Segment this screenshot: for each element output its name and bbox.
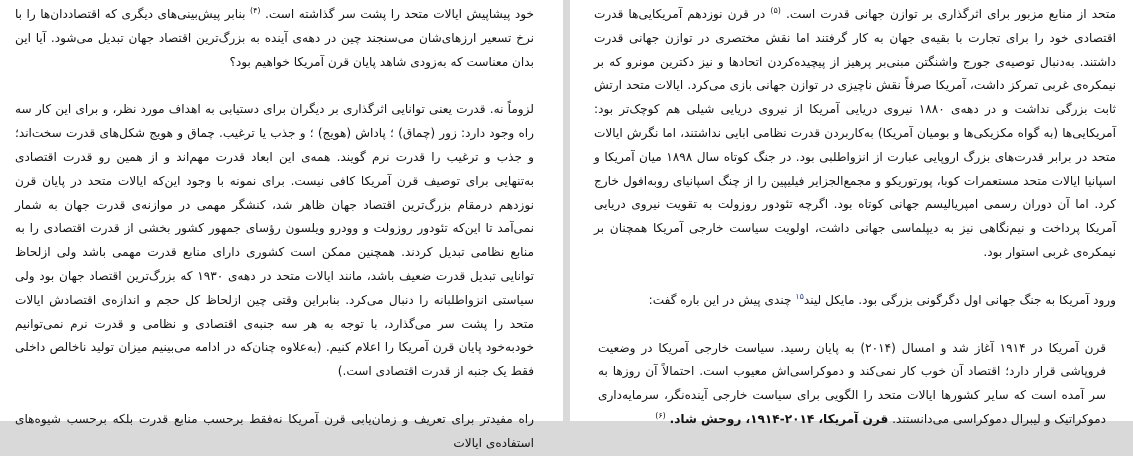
right-paragraph-2-text: ورود آمریکا به جنگ جهانی اول دگرگونی بزرگی بود. مایکل لیند	[803, 292, 1116, 307]
right-page	[570, 0, 1133, 426]
citation-ref-4: (۴)	[250, 5, 261, 15]
left-paragraph-2: لزوماً نه. قدرت یعنی توانایی اثرگذاری بر دیگران برای دستیابی به اهداف مورد نظر، و برای این کار سه راه وجود دارد: زور (چماق) ؛ پاداش (هویج) ؛ و جذب یا ترغیب. چماق و هویج شکل‌های قدرت سخت‌اند؛ و جذب و ترغیب را قدرت نرم گویند. همه‌ی این ابعاد قدرت مهم‌اند و از همین رو قدرت اقتصادی به‌تنهایی برای توصیف قرن آمریکا کافی نیست. برای نمونه با وجود این‌که ایالات متحد در پایان قرن نوزدهم درمقام بزرگ‌ترین اقتصاد جهان ظاهر شد، کنشگر مهمی در موازنه‌ی قدرت جهان به شمار نمی‌آمد تا این‌که تئودور روزولت و وودرو ویلسون رؤسای جمهور کشور بخشی از قدرت اقتصادی را به منابع نظامی تبدیل کردند. همچنین ممکن است کشوری دارای منابع قدرت مهمی باشد ولی ازلحاظ توانایی تبدیل قدرت ضعیف باشد، مانند ایالات متحد در دهه‌ی ۱۹۳۰ که بزرگ‌ترین اقتصاد جهان بود ولی سیاستی انزواطلبانه را دنبال می‌کرد. بنابراین وقتی چین ازلحاظ کل حجم و اندازه‌ی اقتصادش ایالات متحد را پشت سر می‌گذارد، با توجه به هر سه جنبه‌ی اقتصادی و نظامی و قدرت نرم نمی‌توانیم خودبه‌خود پایان قرن آمریکا را اعلام کنیم. (به‌علاوه چنان‌که در ادامه می‌بینیم میزان تولید ناخالص داخلی فقط یک جنبه از قدرت اقتصادی است.)	[15, 102, 534, 379]
left-paragraph-1	[15, 3, 534, 74]
right-paragraph-1-rest: در قرن نوزدهم آمریکایی‌ها قدرت اقتصادی خود را برای تجارت با بقیه‌ی جهان به کار گرفتند اما نقش مختصری در توازن جهانی قدرت داشتند. به‌دنبال توصیه‌ی جورج واشنگتن مبنی‌بر پرهیز از پیچیده‌کردن اتحادها و نیز دکترین مونرو که بر نیمکره‌ی غربی تمرکز داشت، آمریکا صرفاً نقش ناچیزی در توازن جهانی بازی می‌کرد. ایالات متحد ارتش ثابت بزرگی نداشت و در دهه‌ی ۱۸۸۰ نیروی دریایی آمریکا از نیروی دریایی شیلی هم کوچک‌تر بود: آمریکایی‌ها (به گواه مکزیکی‌ها و بومیان آمریکا) به‌کاربردن قدرت نظامی ابایی نداشتند، اما نگرش ایالات متحد در برابر قدرت‌های بزرگ اروپایی عبارت از انزواطلبی بود. در جنگ کوتاه سال ۱۸۹۸ میان آمریکا و اسپانیا ایالات متحد مستعمرات کوبا، پورتوریکو و مجمع‌الجزایر فیلیپین را از چنگ اسپانیای روبه‌افول خارج کرد. اما آن دوران رسمی امپریالیسم جهانی کوتاه بود. اگرچه تئودور روزولت به تقویت نیروی دریایی آمریکا پرداخت و نیم‌نگاهی نیز به دیپلماسی جهانی داشت، اولویت سیاست خارجی آمریکا همچنان بر نیمکره‌ی غربی استوار بود.	[594, 7, 1116, 259]
left-paragraph-3: راه مفیدتر برای تعریف و زمان‌یابی قرن آمریکا نه‌فقط برحسب منابع قدرت بلکه برحسب شیوه‌های استفاده‌ی ایالات	[15, 411, 534, 450]
right-paragraph-2-rest: چندی پیش در این باره گفت:	[648, 292, 792, 307]
right-paragraph-2	[594, 289, 1116, 313]
left-paragraph-1-rest: بنابر پیش‌بینی‌های دیگری که اقتصاددان‌ها را با نرخ تسعیر ارزهای‌شان می‌سنجند چین در دهه‌ی آینده به بزرگ‌ترین اقتصاد جهان تبدیل می‌شود. آیا این بدان معناست که به‌زودی شاهد پایان قرن آمریکا خواهیم بود؟	[15, 7, 534, 69]
right-paragraph-1	[594, 3, 1116, 265]
block-quote	[594, 337, 1116, 432]
left-page	[0, 0, 563, 450]
quote-text: قرن آمریکا در ۱۹۱۴ آغاز شد و امسال (۲۰۱۴) به پایان رسید. سیاست خارجی آمریکا در وضعیت فروپاشی قرار دارد؛ اقتصاد آن خوب کار نمی‌کند و دموکراسی‌اش معیوب است. احتمالاً آن روزها به سر آمده است که سایر کشورها ایالات متحد را الگویی برای سیاست خارجی آینده‌نگر، سرمایه‌داری دموکراتیک و لیبرال دموکراسی می‌دانستند.	[598, 340, 1106, 426]
left-paragraph-1-text: خود پیشاپیش ایالات متحد را پشت سر گذاشته است.	[265, 7, 534, 21]
right-paragraph-1-text: متحد از منابع مزبور برای اثرگذاری بر توازن جهانی قدرت است.	[785, 7, 1116, 21]
quote-source: قرن آمریکا، ۲۰۱۴-۱۹۱۴، روحش شاد.	[669, 411, 889, 426]
footnote-marker-15[interactable]: ۱۵	[795, 291, 804, 301]
citation-ref-6: (۶)	[655, 410, 666, 420]
citation-ref-5: (۵)	[770, 5, 781, 15]
